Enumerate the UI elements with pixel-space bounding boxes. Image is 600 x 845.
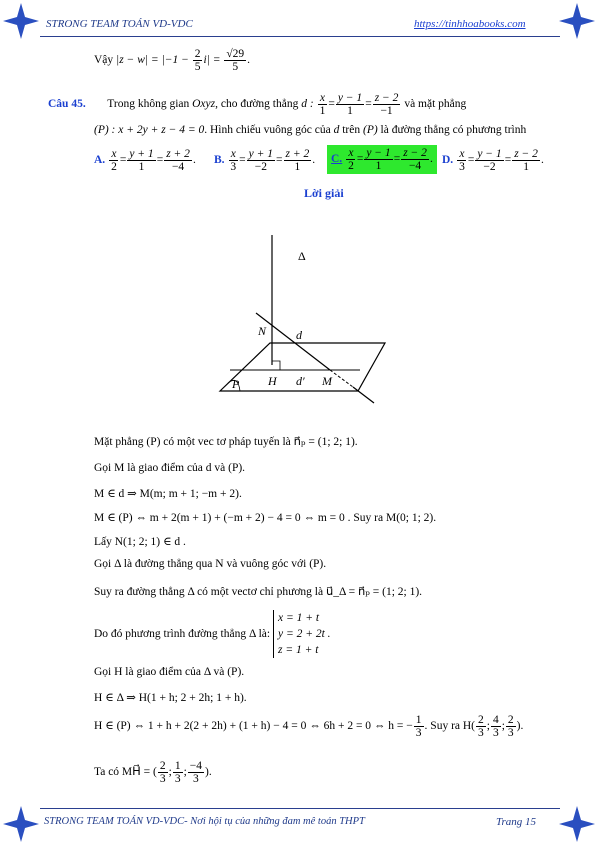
question-line-2: (P) : x + 2y + z − 4 = 0. Hình chiếu vuông góc của d trên (P) là đường thẳng có phương trình — [94, 124, 527, 136]
label-n: N — [258, 324, 267, 338]
question-label: Câu 45. — [48, 98, 86, 111]
solution-line-6: Gọi Δ là đường thẳng qua N và vuông góc với (P). — [94, 558, 327, 570]
footer-rule — [40, 808, 560, 809]
option-c-correct[interactable]: C. $\frac{x}{2}$ = $\frac{y - 1}{1}$ = $\frac{z - 2}{-4}$ . — [327, 145, 437, 174]
solution-line-3: M ∈ d ⇒ M(m; m + 1; −m + 2). — [94, 488, 242, 500]
solution-line-10: H ∈ Δ ⇒ H(1 + h; 2 + 2h; 1 + h). — [94, 692, 247, 704]
header-url-link[interactable]: https://tinhhoabooks.com — [414, 18, 526, 30]
geometry-figure — [210, 225, 400, 415]
header-team: STRONG TEAM TOÁN VD-VDC — [46, 18, 193, 30]
label-p: P — [232, 377, 240, 391]
star-icon — [558, 2, 596, 40]
label-h: H — [268, 374, 277, 388]
label-delta: Δ — [298, 249, 306, 263]
solution-line-9: Gọi H là giao điểm của Δ và (P). — [94, 666, 245, 678]
solution-title: Lời giải — [304, 186, 344, 200]
solution-line-8: Do đó phương trình đường thẳng Δ là: x = 1 + t y = 2 + 2t . z = 1 + t — [94, 612, 331, 656]
option-b[interactable]: B. $\frac{x}{3}$ = $\frac{y + 1}{-2}$ = $\frac{z + 2}{1}$ . — [214, 148, 316, 173]
solution-line-11: H ∈ (P) ⇔ 1 + h + 2(2 + 2h) + (1 + h) − 4 = 0 ⇔ 6h + 2 = 0 ⇔ h = − $\frac{1}{3}$ . Suy ra H( $\frac{2}{3}$ ; $\frac{4}{3}$ ; $\frac{2}{3}$ ). — [94, 714, 524, 739]
solution-line-7: Suy ra đường thẳng Δ có một vectơ chỉ phương là u⃗_Δ = n⃗ₚ = (1; 2; 1). — [94, 586, 423, 598]
label-d: d — [296, 328, 302, 342]
solution-line-5: Lấy N(1; 2; 1) ∈ d . — [94, 536, 186, 548]
star-icon — [558, 805, 596, 843]
solution-line-1: Mặt phẳng (P) có một vec tơ pháp tuyến là n⃗ₚ = (1; 2; 1). — [94, 436, 358, 448]
label-dprime: d′ — [296, 374, 305, 388]
line-d — [256, 313, 330, 370]
footer-text: STRONG TEAM TOÁN VD-VDC- Nơi hội tụ của những đam mê toán THPT — [44, 816, 365, 827]
prev-answer-line: Vậy |z − w| = |−1 − $\frac{2}{5}$ i| = $\frac{√29}{5}$ . — [94, 48, 251, 73]
page-number: Trang 15 — [496, 816, 537, 828]
label-m: M — [322, 374, 332, 388]
header-rule — [40, 36, 560, 37]
option-d[interactable]: D. $\frac{x}{3}$ = $\frac{y - 1}{-2}$ = $\frac{z - 2}{1}$ . — [442, 148, 544, 173]
star-icon — [2, 805, 40, 843]
star-icon — [2, 2, 40, 40]
solution-line-4: M ∈ (P) ⇔ m + 2(m + 1) + (−m + 2) − 4 = 0 ⇔ m = 0 . Suy ra M(0; 1; 2). — [94, 512, 437, 524]
question-line-1: Câu 45. Trong không gian Oxyz, cho đường thẳng d : $\frac{x}{1}$ = $\frac{y - 1}{1}$ = $\frac{z - 2}{-1}$ và mặt phẳng — [48, 92, 467, 117]
param-system: x = 1 + t y = 2 + 2t . z = 1 + t — [273, 610, 331, 658]
solution-line-12: Ta có MH⃗ = ( $\frac{2}{3}$ ; $\frac{1}{3}$ ; $\frac{-4}{3}$ ). — [94, 760, 212, 785]
solution-line-2: Gọi M là giao điểm của d và (P). — [94, 462, 246, 474]
option-a[interactable]: A. $\frac{x}{2}$ = $\frac{y + 1}{1}$ = $\frac{z + 2}{-4}$ . — [94, 148, 196, 173]
